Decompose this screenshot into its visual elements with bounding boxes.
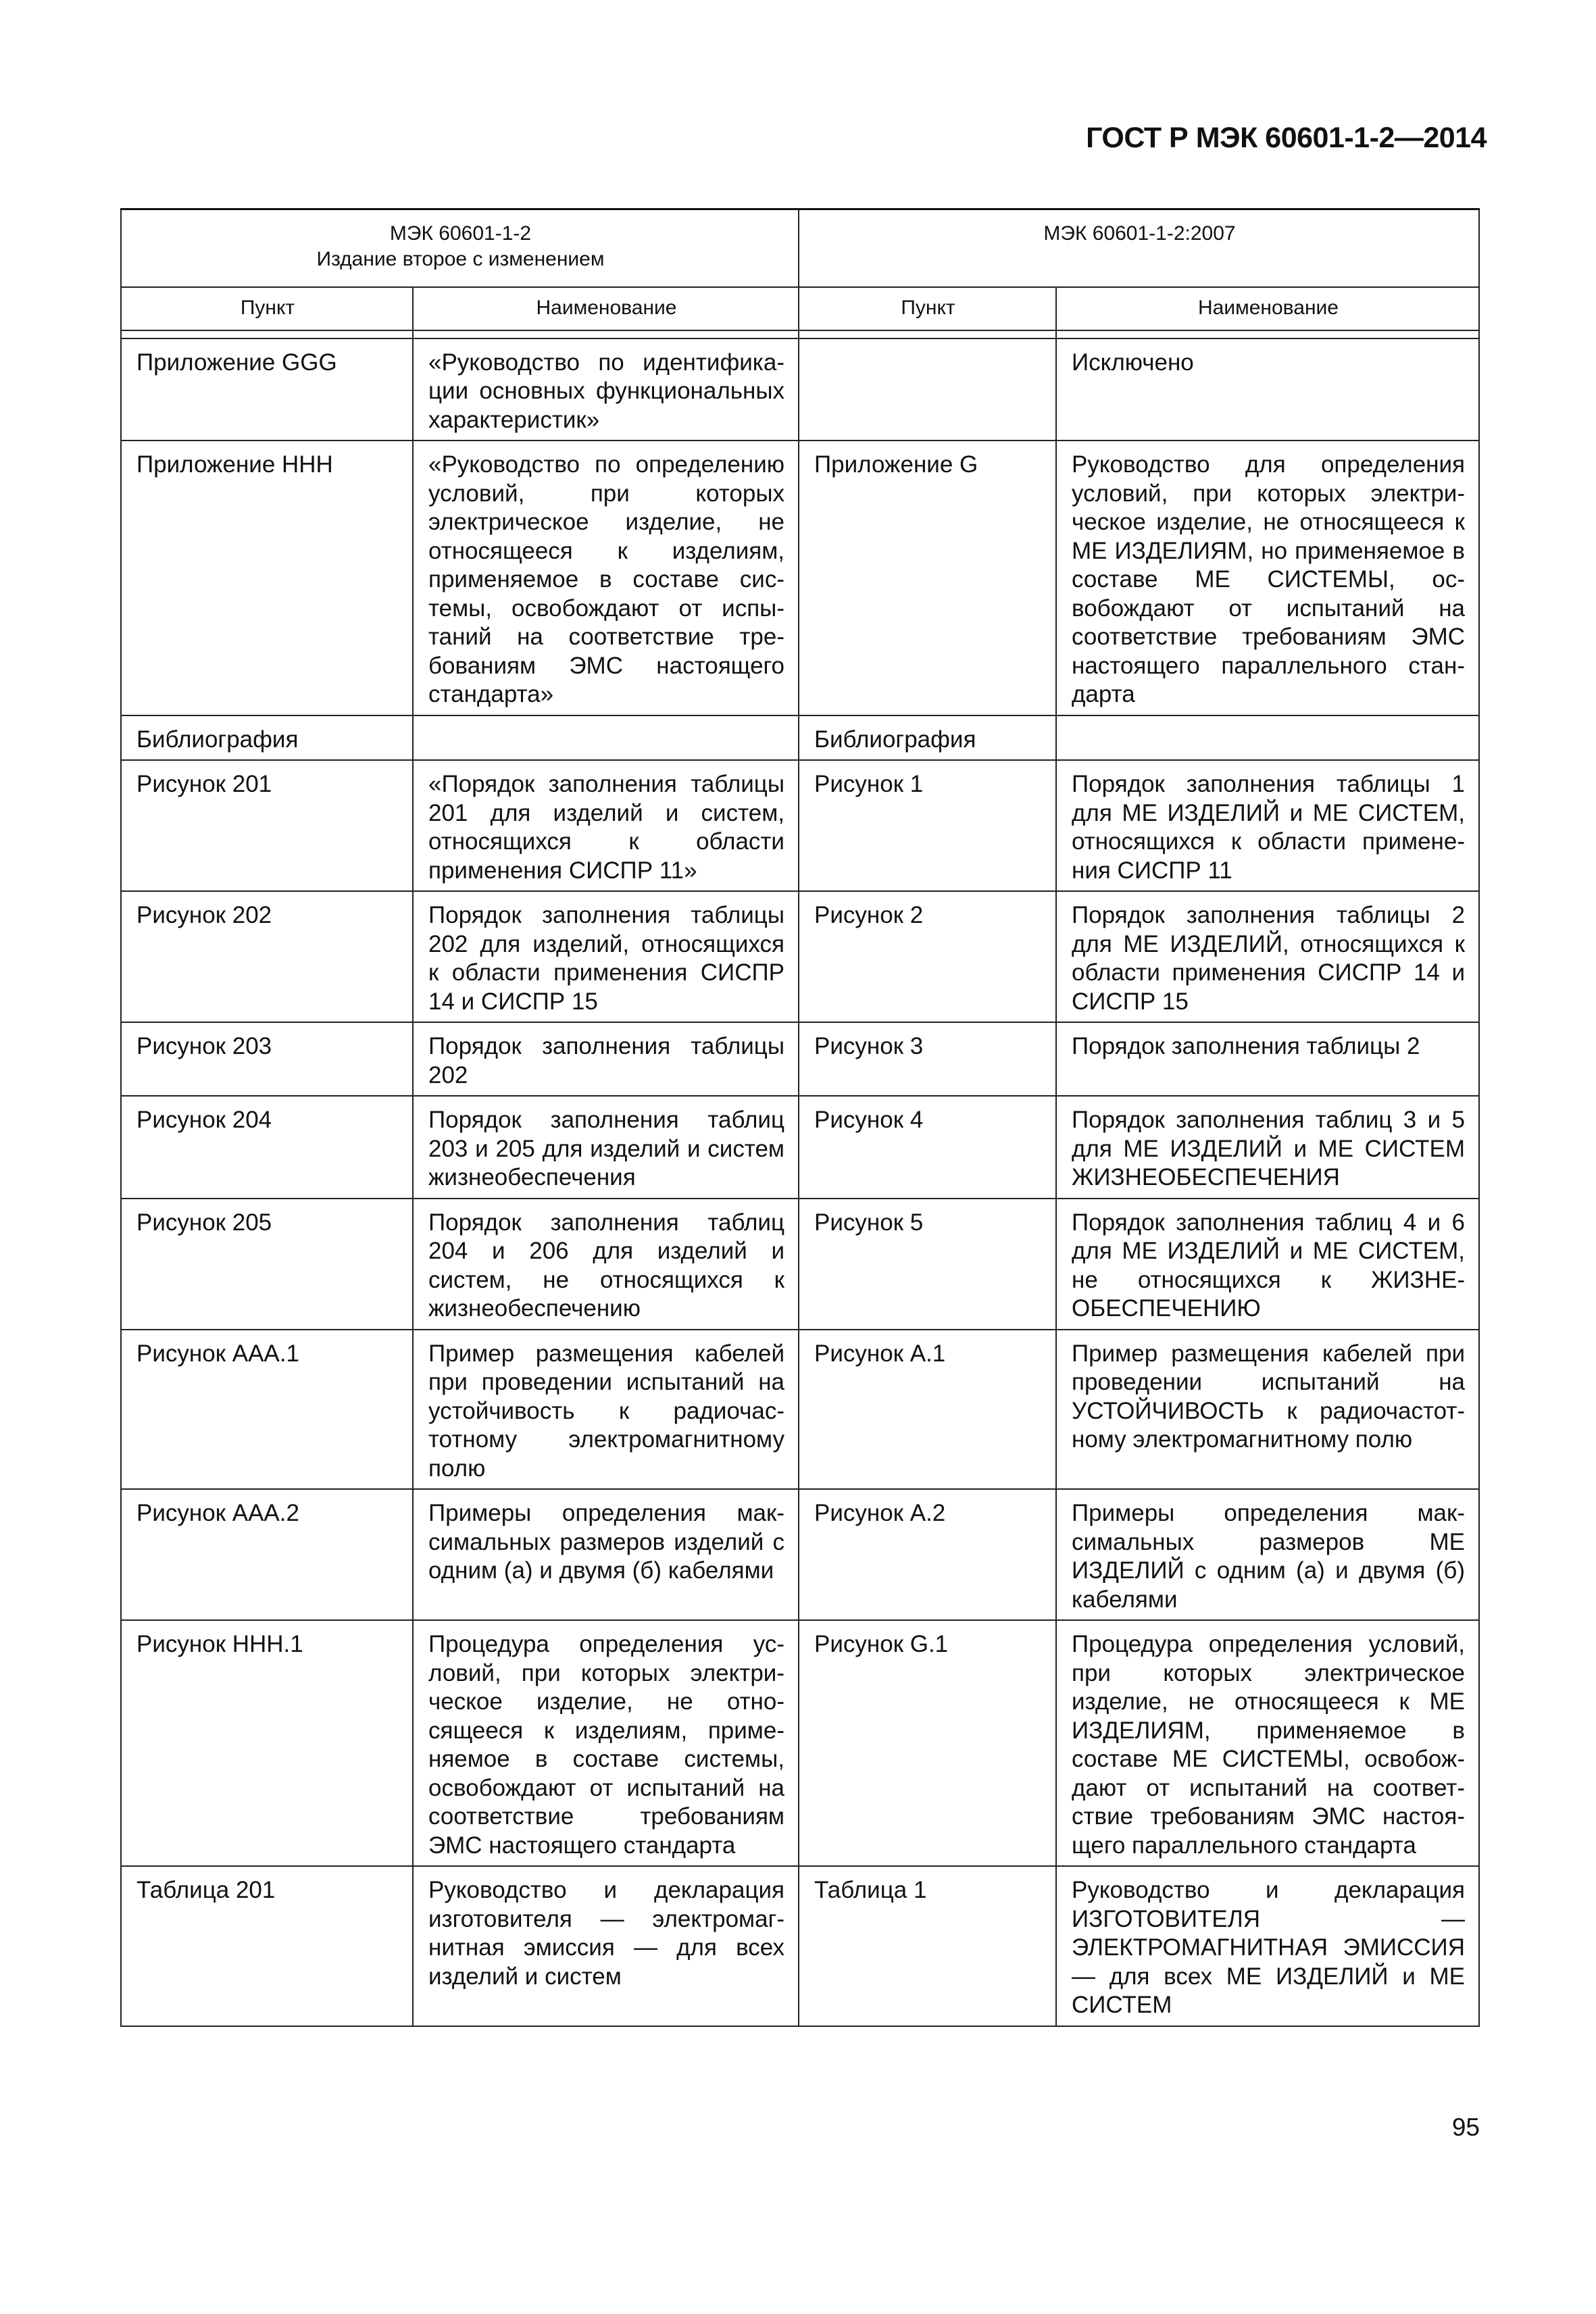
title-cell: Порядок заполнения таблиц 4 и 6 для МЕ ИЗДЕЛИЙ и МЕ СИСТЕМ, не относящихся к ЖИЗНЕОБЕСПЕЧЕНИЮ — [1056, 1199, 1479, 1330]
title-cell: Порядок заполнения таблиц 203 и 205 для изделий и систем жизнеобеспечения — [413, 1096, 799, 1199]
title-cell: «Руководство по определению условий, при которых электрическое изделие, не относящееся к изделиям, применяемое в составе системы, освобождают от испытаний на соответствие требованиям ЭМС настоящего стандарта» — [413, 441, 799, 715]
title-cell: Руководство и декларация ИЗГОТОВИТЕЛЯ — ЭЛЕКТРОМАГНИТНАЯ ЭМИССИЯ — для всех МЕ ИЗДЕЛИЙ и МЕ СИСТЕМ — [1056, 1866, 1479, 2026]
group-header-line: МЭК 60601-1-2:2007 — [1043, 222, 1236, 245]
clause-cell: Приложение GGG — [121, 338, 413, 441]
table-row — [121, 1620, 1479, 1866]
clause-cell: Приложение ННН — [121, 441, 413, 715]
title-cell: Порядок заполнения таблиц 204 и 206 для изделий и систем, не относящихся к жизнеобеспечению — [413, 1199, 799, 1330]
clause-cell: Таблица 1 — [799, 1866, 1056, 2026]
title-cell — [1056, 715, 1479, 761]
table-row — [121, 1096, 1479, 1199]
clause-cell: Рисунок ААА.1 — [121, 1330, 413, 1490]
page-number: 95 — [1451, 2113, 1480, 2141]
clause-cell — [799, 338, 1056, 441]
clause-cell: Рисунок ННН.1 — [121, 1620, 413, 1866]
clause-cell: Рисунок А.2 — [799, 1489, 1056, 1620]
standard-title: ГОСТ Р МЭК 60601-1-2—2014 — [1086, 122, 1487, 154]
title-cell: Процедура определения условий, при которых электрическое изделие, не относящееся к изделиям, применяемое в составе системы, освобождают от испытаний на соответствие требованиям ЭМС настоящего стандарта — [413, 1620, 799, 1866]
title-cell: Пример размещения кабелей при проведении испытаний на УСТОЙЧИВОСТЬ к радиочастотному электромагнитному полю — [1056, 1330, 1479, 1490]
clause-cell: Рисунок 5 — [799, 1199, 1056, 1330]
table-row — [121, 1022, 1479, 1096]
table-row — [121, 338, 1479, 441]
group-header-iec-2007 — [799, 209, 1479, 287]
table-row — [121, 1330, 1479, 1490]
title-cell: Порядок заполнения таблицы 2 для МЕ ИЗДЕЛИЙ, относящихся к области применения СИСПР 14 и СИСПР 15 — [1056, 891, 1479, 1022]
clause-cell: Рисунок 204 — [121, 1096, 413, 1199]
group-header-iec-edition2 — [121, 209, 799, 287]
title-cell — [413, 715, 799, 761]
correspondence-table — [120, 208, 1480, 2027]
clause-cell: Рисунок 1 — [799, 760, 1056, 891]
column-header-clause: Пункт — [799, 287, 1056, 330]
title-cell: Руководство и декларация изготовителя — электромагнитная эмиссия — для всех изделий и систем — [413, 1866, 799, 2026]
title-cell: Исключено — [1056, 338, 1479, 441]
title-cell: Порядок заполнения таблицы 202 — [413, 1022, 799, 1096]
clause-cell: Таблица 201 — [121, 1866, 413, 2026]
title-cell: Порядок заполнения таблицы 2 — [1056, 1022, 1479, 1096]
title-cell: Процедура определения условий, при которых электрическое изделие, не относящееся к МЕ ИЗДЕЛИЯМ, применяемое в составе МЕ СИСТЕМЫ, освобождают от испытаний на соответствие требованиям ЭМС настоящего параллельного стандарта — [1056, 1620, 1479, 1866]
table-row — [121, 1199, 1479, 1330]
clause-cell: Рисунок 201 — [121, 760, 413, 891]
title-cell: Примеры определения максимальных размеров МЕ ИЗДЕЛИЙ с одним (а) и двумя (б) кабелями — [1056, 1489, 1479, 1620]
title-cell: «Руководство по идентификации основных функциональных характеристик» — [413, 338, 799, 441]
table-row — [121, 1489, 1479, 1620]
title-cell: Пример размещения кабелей при проведении испытаний на устойчивость к радиочастотному электромагнитному полю — [413, 1330, 799, 1490]
column-header-row — [121, 287, 1479, 330]
header-separator-row — [121, 330, 1479, 338]
title-cell: Порядок заполнения таблицы 1 для МЕ ИЗДЕЛИЙ и МЕ СИСТЕМ, относящихся к области применения СИСПР 11 — [1056, 760, 1479, 891]
group-header-line: МЭК 60601-1-2 — [389, 222, 532, 245]
title-cell: Примеры определения максимальных размеров изделий с одним (а) и двумя (б) кабелями — [413, 1489, 799, 1620]
clause-cell: Рисунок 202 — [121, 891, 413, 1022]
title-cell: Порядок заполнения таблицы 202 для изделий, относящихся к области применения СИСПР 14 и СИСПР 15 — [413, 891, 799, 1022]
title-cell: «Порядок заполнения таблицы 201 для изделий и систем, относящихся к области применения СИСПР 11» — [413, 760, 799, 891]
column-header-title: Наименование — [413, 287, 799, 330]
group-header-line: Издание второе с изменением — [316, 248, 605, 270]
table-row — [121, 891, 1479, 1022]
clause-cell: Рисунок 205 — [121, 1199, 413, 1330]
separator-cell — [413, 330, 799, 338]
column-header-clause: Пункт — [121, 287, 413, 330]
table-row — [121, 1866, 1479, 2026]
clause-cell: Рисунок 2 — [799, 891, 1056, 1022]
separator-cell — [121, 330, 413, 338]
group-header-row — [121, 209, 1479, 287]
column-header-title: Наименование — [1056, 287, 1479, 330]
title-cell: Руководство для определения условий, при которых электрическое изделие, не относящееся к МЕ ИЗДЕЛИЯМ, но применяемое в составе МЕ СИСТЕМЫ, освобождают от испытаний на соответствие требованиям ЭМС настоящего параллельного стандарта — [1056, 441, 1479, 715]
clause-cell: Рисунок А.1 — [799, 1330, 1056, 1490]
title-cell: Порядок заполнения таблиц 3 и 5 для МЕ ИЗДЕЛИЙ и МЕ СИСТЕМ ЖИЗНЕОБЕСПЕЧЕНИЯ — [1056, 1096, 1479, 1199]
table-row — [121, 715, 1479, 761]
clause-cell: Библиография — [799, 715, 1056, 761]
separator-cell — [1056, 330, 1479, 338]
clause-cell: Приложение G — [799, 441, 1056, 715]
clause-cell: Рисунок 3 — [799, 1022, 1056, 1096]
clause-cell: Рисунок G.1 — [799, 1620, 1056, 1866]
clause-cell: Рисунок 203 — [121, 1022, 413, 1096]
table-row — [121, 760, 1479, 891]
separator-cell — [799, 330, 1056, 338]
clause-cell: Библиография — [121, 715, 413, 761]
table-row — [121, 441, 1479, 715]
clause-cell: Рисунок ААА.2 — [121, 1489, 413, 1620]
clause-cell: Рисунок 4 — [799, 1096, 1056, 1199]
